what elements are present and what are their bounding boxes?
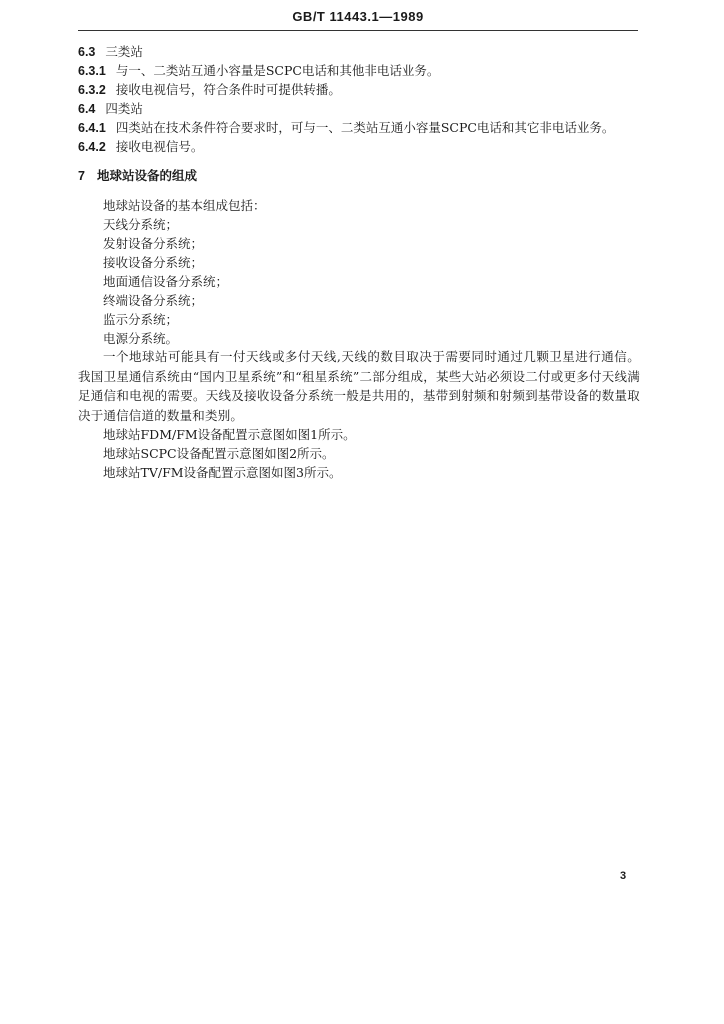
section-7-heading (78, 168, 197, 184)
document-header (78, 8, 638, 31)
clause-number: 6.4.1 (78, 121, 106, 135)
subsystem-item: 接收设备分系统； (103, 255, 204, 270)
composition-intro: 地球站设备的基本组成包括： (103, 198, 266, 213)
standard-code: GB/T 11443.1—1989 (292, 9, 424, 24)
clause-6-3 (78, 44, 143, 60)
antenna-paragraph: 一个地球站可能具有一付天线或多付天线,天线的数目取决于需要同时通过几颗卫星进行通信。我国卫星通信系统由“国内卫星系统”和“租星系统”二部分组成，某些大站必须设二付或更多付天线满足通信和电视的需要。天线及接收设备分系统一般是共用的，基带到射频和射频到基带设备的数量取决于通信信道的数量和类别。 (78, 349, 640, 423)
section-number: 7 (78, 169, 85, 183)
subsystem-item: 终端设备分系统； (103, 293, 204, 308)
subsystem-item: 发射设备分系统； (103, 236, 204, 251)
clause-text: 四类站在技术条件符合要求时，可与一、二类站互通小容量SCPC电话和其它非电话业务。 (115, 120, 615, 135)
page-number: 3 (620, 870, 627, 882)
clause-number: 6.3 (78, 45, 96, 59)
subsystem-item: 电源分系统。 (103, 331, 179, 346)
subsystem-item: 监示分系统； (103, 312, 179, 327)
figure-reference: 地球站FDM/FM设备配置示意图如图1所示。 (103, 427, 356, 442)
clause-number: 6.4 (78, 102, 96, 116)
clause-6-4 (78, 101, 143, 117)
subsystem-item: 地面通信设备分系统； (103, 274, 229, 289)
figure-reference: 地球站SCPC设备配置示意图如图2所示。 (103, 446, 335, 461)
clause-number: 6.3.2 (78, 83, 106, 97)
clause-number: 6.3.1 (78, 64, 106, 78)
clause-text: 与一、二类站互通小容量是SCPC电话和其他非电话业务。 (115, 63, 440, 78)
figure-reference: 地球站TV/FM设备配置示意图如图3所示。 (103, 465, 342, 480)
clause-text: 四类站 (105, 101, 143, 116)
section-title: 地球站设备的组成 (96, 168, 197, 183)
clause-number: 6.4.2 (78, 140, 106, 154)
clause-6-4-2 (78, 139, 203, 155)
subsystem-item: 天线分系统； (103, 217, 179, 232)
clause-text: 三类站 (105, 44, 143, 59)
clause-6-3-1 (78, 63, 439, 79)
clause-6-4-1 (78, 120, 614, 136)
clause-6-3-2 (78, 82, 341, 98)
clause-text: 接收电视信号。 (115, 139, 204, 154)
clause-text: 接收电视信号，符合条件时可提供转播。 (115, 82, 341, 97)
